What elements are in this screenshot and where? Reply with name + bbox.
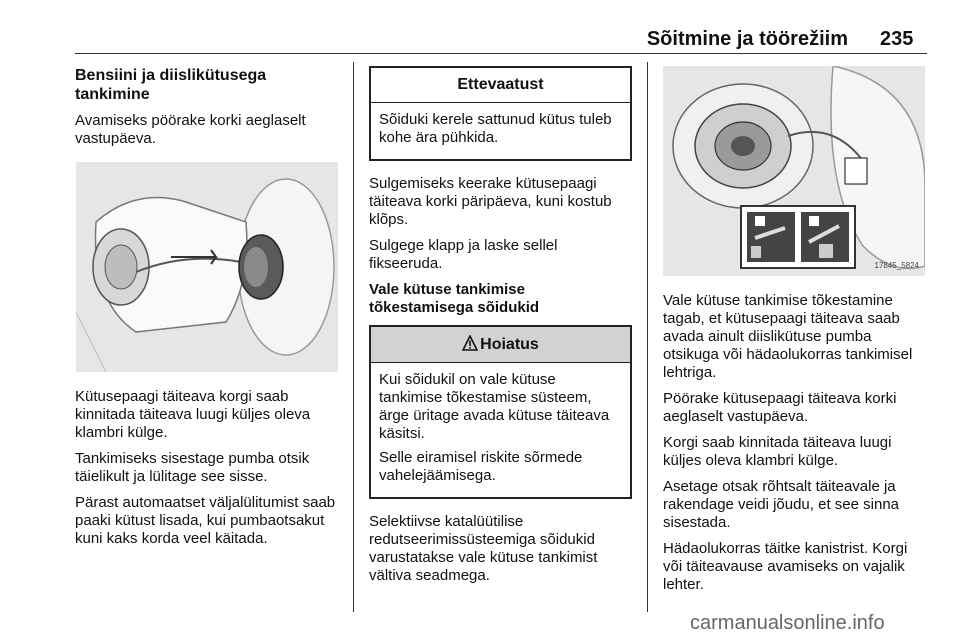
figure-code: 17845_5824 xyxy=(874,261,919,270)
warning-text: Selle eiramisel riskite sõrmede vahelejäämisega. xyxy=(379,449,583,484)
paragraph: Pärast automaatset väljalülitumist saab paaki kütust lisada, kui pumbaotsakut kuni kaks korda veel käitada. xyxy=(75,494,336,547)
subheading: Vale kütuse tankimise tõkestamisega sõidukid xyxy=(369,281,540,316)
paragraph: Pöörake kütusepaagi täiteava korki aeglaselt vastupäeva. xyxy=(663,390,897,425)
section-heading: Bensiini ja diislikütusega tankimine xyxy=(75,67,267,103)
page-number: 235 xyxy=(880,28,914,50)
paragraph: Korgi saab kinnitada täiteava luugi küljes oleva klambri külge. xyxy=(663,434,892,469)
column-divider-1 xyxy=(353,62,354,612)
paragraph: Vale kütuse tankimise tõkestamine tagab, et kütusepaagi täiteava saab avada ainult diislikütuse pumba otsikuga või hädaolukorras tankimisel lehtriga. xyxy=(663,292,913,381)
caution-box xyxy=(369,66,632,161)
paragraph: Asetage otsak rõhtsalt täiteavale ja rakendage veidi jõudu, et see sinna sisestada. xyxy=(663,478,900,531)
intro-text: Avamiseks pöörake korki aeglaselt vastupäeva. xyxy=(75,112,306,147)
warning-box xyxy=(369,325,632,499)
column-2 xyxy=(369,66,632,593)
paragraph: Kütusepaagi täiteava korgi saab kinnitada täiteava luugi küljes oleva klambri külge. xyxy=(75,388,311,441)
watermark: carmanualsonline.info xyxy=(690,612,885,634)
warning-triangle-icon xyxy=(462,335,478,351)
misfuel-inhibitor-illustration xyxy=(663,66,925,276)
column-1-body xyxy=(75,388,340,556)
fuel-cap-illustration xyxy=(76,162,338,372)
running-header-title: Sõitmine ja töörežiim xyxy=(646,28,848,50)
warning-title: Hoiatus xyxy=(480,336,539,353)
paragraph: Selektiivse katalüütilise redutseerimissüsteemiga sõidukid varustatakse vale kütuse tankimist vältiva seadmega. xyxy=(369,513,598,584)
paragraph: Tankimiseks sisestage pumba otsik täielikult ja lülitage see sisse. xyxy=(75,450,310,485)
warning-header xyxy=(371,327,630,363)
header-rule xyxy=(75,53,927,54)
column-1 xyxy=(75,66,340,156)
caution-text: Sõiduki kerele sattunud kütus tuleb kohe ära pühkida. xyxy=(379,111,612,146)
fuel-cap-drawing xyxy=(76,162,338,372)
misfuel-drawing xyxy=(663,66,925,276)
column-divider-2 xyxy=(647,62,648,612)
warning-text: Kui sõidukil on vale kütuse tankimise tõkestamise süsteem, ärge üritage avada kütuse täiteava käsitsi. xyxy=(379,371,610,442)
column-3-body xyxy=(663,292,928,602)
paragraph: Sulgege klapp ja laske sellel fikseeruda. xyxy=(369,237,558,272)
caution-title: Ettevaatust xyxy=(371,68,630,103)
paragraph: Hädaolukorras täitke kanistrist. Korgi või täiteavause avamiseks on vajalik lehter. xyxy=(663,540,908,593)
paragraph: Sulgemiseks keerake kütusepaagi täiteava korki päripäeva, kuni kostub klõps. xyxy=(369,175,612,228)
